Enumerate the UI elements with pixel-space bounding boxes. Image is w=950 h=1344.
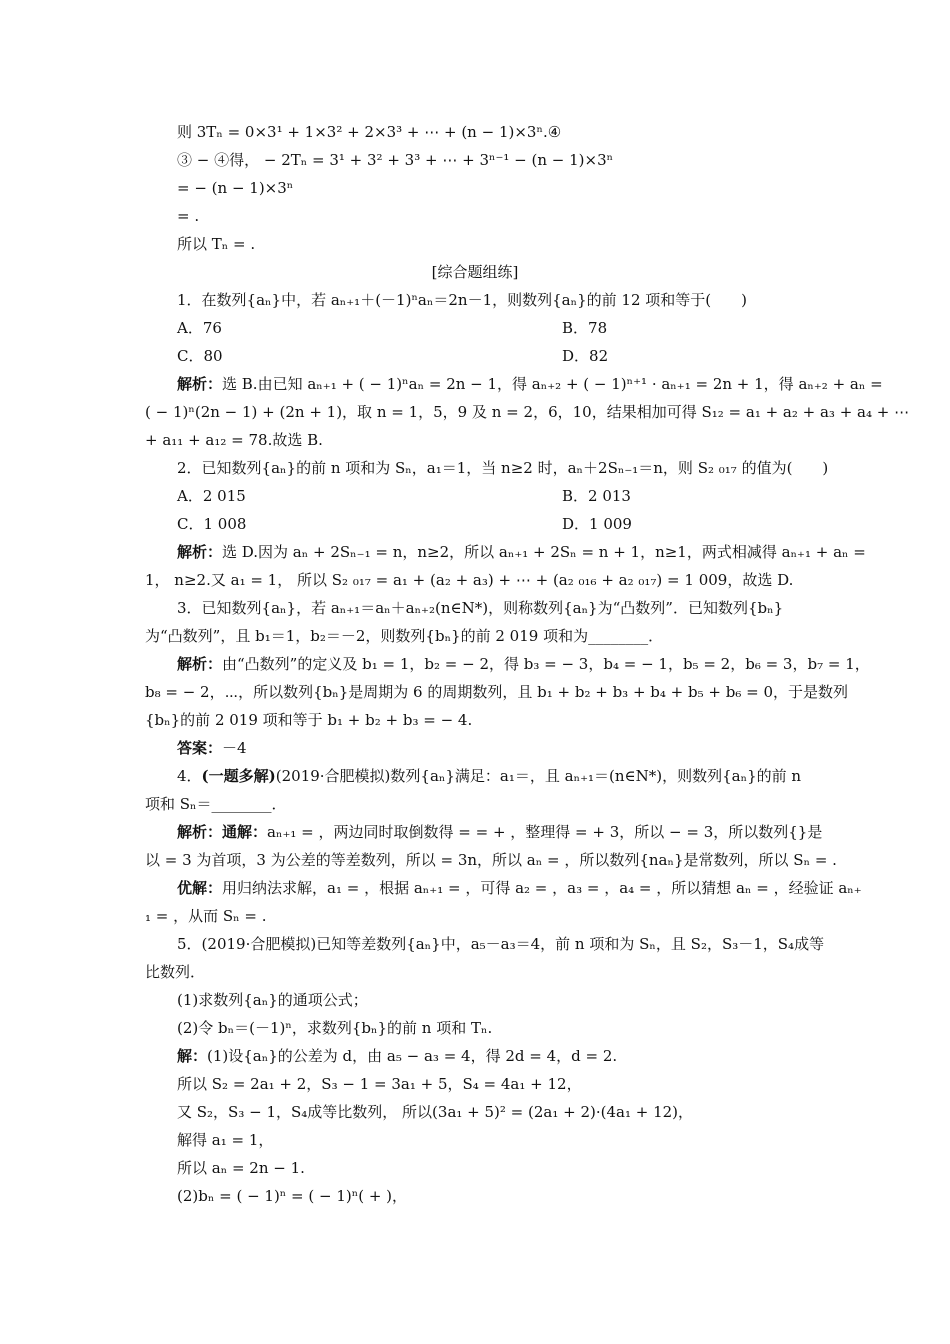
option-d: D．82 [562, 347, 609, 365]
option-b: B．78 [562, 319, 608, 337]
option-b: B．2 013 [562, 487, 631, 505]
solution-label: 解析： [177, 543, 223, 561]
option-c: C．1 008 [177, 515, 247, 533]
document-page: 则 3Tₙ = 0×3¹ + 1×3² + 2×3³ + ⋯ + (n − 1)×3ⁿ.④ ③ − ④得， − 2Tₙ = 3¹ + 3² + 3³ + ⋯ + 3ⁿ⁻¹ − (n − 1)×3ⁿ = − (n − 1)×3ⁿ = . 所以 Tₙ = . [综合题组练] 1．在数列{aₙ}中，若 aₙ₊₁＋(－1)ⁿaₙ＝2n－1，则数列{aₙ}的前 12 项和等于( ) A．76 B．78 C．80 D．82 解析：选 B.由已知 aₙ₊₁ + ( − 1)ⁿaₙ = 2n − 1，得 aₙ₊₂ + ( − 1)ⁿ⁺¹ · aₙ₊₁ = 2n + 1，得 aₙ₊₂ + aₙ = ( − 1)ⁿ(2n − 1) + (2n + 1)，取 n = 1，5，9 及 n = 2，6，10，结果相加可得 S₁₂ = a₁ + a₂ + a₃ + a₄ + ⋯ + a₁₁ + a₁₂ = 78.故选 B. 2．已知数列{aₙ}的前 n 项和为 Sₙ，a₁＝1，当 n≥2 时，aₙ＋2Sₙ₋₁＝n，则 S₂ ₀₁₇ 的值为( ) A．2 015 B．2 013 C．1 008 D．1 009 解析：选 D.因为 aₙ + 2Sₙ₋₁ = n，n≥2，所以 aₙ₊₁ + 2Sₙ = n + 1，n≥1，两式相减得 aₙ₊₁ + aₙ = 1， n≥2.又 a₁ = 1， 所以 S₂ ₀₁₇ = a₁ + (a₂ + a₃) + ⋯ + (a₂ ₀₁₆ + a₂ ₀₁₇) = 1 009，故选 D. 3．已知数列{aₙ}，若 aₙ₊₁＝aₙ＋aₙ₊₂(n∈N*)，则称数列{aₙ}为“凸数列”．已知数列{bₙ} 为“凸数列”，且 b₁＝1，b₂＝－2，则数列{bₙ}的前 2 019 项和为________． 解析：由“凸数列”的定义及 b₁ = 1，b₂ = − 2，得 b₃ = − 3，b₄ = − 1，b₅ = 2，b₆ = 3，b₇ = 1， b₈ = − 2，⋯，所以数列{bₙ}是周期为 6 的周期数列，且 b₁ + b₂ + b₃ + b₄ + b₅ + b₆ = 0，于是数列 {bₙ}的前 2 019 项和等于 b₁ + b₂ + b₃ = − 4. 答案：－4 4．(一题多解)(2019·合肥模拟)数列{aₙ}满足：a₁＝，且 aₙ₊₁＝(n∈N*)，则数列{aₙ}的前 n 项和 Sₙ＝________． 解析：通解：aₙ₊₁ = ，两边同时取倒数得 = = + ，整理得 = + 3，所以 − = 3，所以数列{}是 以 = 3 为首项，3 为公差的等差数列，所以 = 3n，所以 aₙ = ，所以数列{naₙ}是常数列，所以 Sₙ = . 优解：用归纳法求解，a₁ = ，根据 aₙ₊₁ = ，可得 a₂ = ，a₃ = ，a₄ = ，所以猜想 aₙ = ，经验证 aₙ₊ ₁ = ，从而 Sₙ = . 5．(2019·合肥模拟)已知等差数列{aₙ}中，a₅－a₃＝4，前 n 项和为 Sₙ，且 S₂，S₃－1，S₄成等 比数列． (1)求数列{aₙ}的通项公式； (2)令 bₙ＝(－1)ⁿ，求数列{bₙ}的前 n 项和 Tₙ. 解：(1)设{aₙ}的公差为 d，由 a₅ − a₃ = 4，得 2d = 4，d = 2. 所以 S₂ = 2a₁ + 2，S₃ − 1 = 3a₁ + 5，S₄ = 4a₁ + 12， 又 S₂，S₃ − 1，S₄成等比数列， 所以(3a₁ + 5)² = (2a₁ + 2)·(4a₁ + 12)， 解得 a₁ = 1， 所以 aₙ = 2n − 1. (2)bₙ = ( − 1)ⁿ = ( − 1)ⁿ( + )， [0, 0, 950, 1344]
method-label: 优解： [177, 879, 223, 897]
answer-label: 答案： [177, 739, 223, 757]
option-a: A．76 [177, 319, 222, 337]
solution-label: 解析： [177, 823, 223, 841]
solution-label: 解析： [177, 375, 223, 393]
section-title: [综合题组练] [431, 263, 519, 281]
option-d: D．1 009 [562, 515, 632, 533]
question-tag: (一题多解) [201, 767, 276, 785]
option-c: C．80 [177, 347, 223, 365]
solution-label: 解： [177, 1047, 208, 1065]
option-a: A．2 015 [177, 487, 246, 505]
method-label: 通解： [222, 823, 268, 841]
solution-label: 解析： [177, 655, 223, 673]
